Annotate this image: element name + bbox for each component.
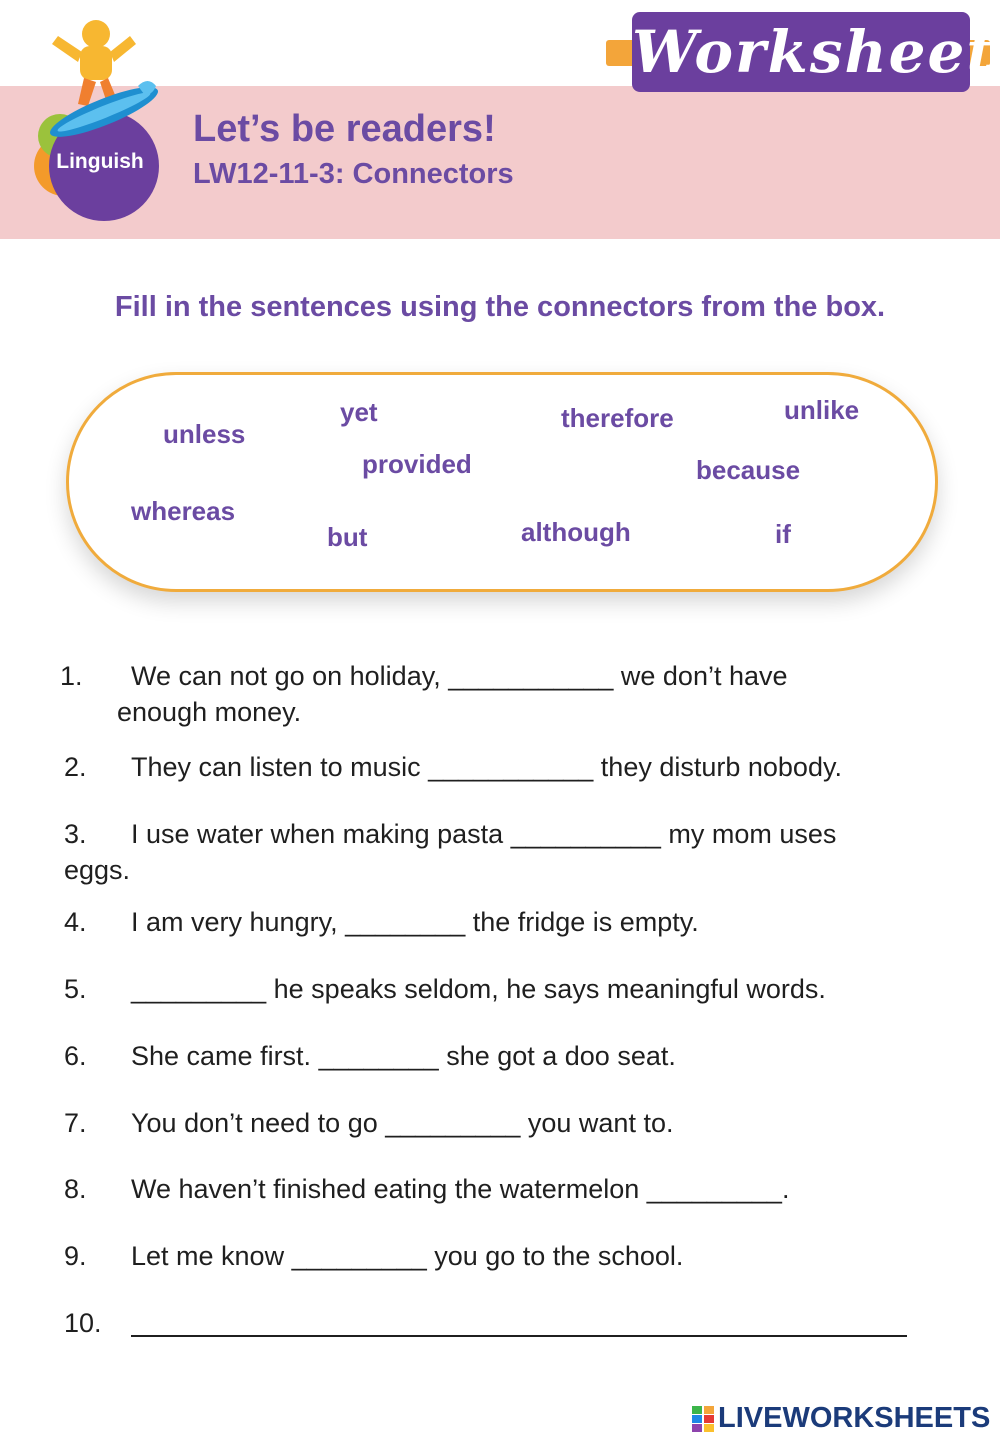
question-number: 3. [64, 819, 87, 849]
word-unlike[interactable]: unlike [784, 395, 860, 425]
question-text[interactable]: We haven’t finished eating the watermelon _________. [131, 1174, 790, 1204]
word-unless[interactable]: unless [163, 419, 246, 449]
word-if[interactable]: if [775, 519, 791, 549]
liveworksheets-brand[interactable]: LIVEWORKSHEETS [718, 1402, 991, 1434]
page-title: Let’s be readers! [193, 108, 496, 150]
question-number: 2. [64, 752, 87, 782]
question-text[interactable]: Let me know _________ you go to the school. [131, 1241, 684, 1271]
logo-text: Linguish [56, 150, 144, 173]
question-number: 7. [64, 1108, 87, 1138]
question-number: 6. [64, 1041, 87, 1071]
question-text[interactable]: I use water when making pasta __________ my mom uses [131, 819, 837, 849]
liveworksheets-icon [692, 1406, 714, 1432]
question-text[interactable]: I am very hungry, ________ the fridge is empty. [131, 907, 699, 937]
question-number: 8. [64, 1174, 87, 1204]
word-whereas[interactable]: whereas [131, 496, 236, 526]
question-number: 9. [64, 1241, 87, 1271]
question-text[interactable]: _________ he speaks seldom, he says meaningful words. [131, 974, 826, 1004]
page-subtitle: LW12-11-3: Connectors [193, 158, 514, 190]
word-but[interactable]: but [327, 522, 368, 552]
question-3-continuation: eggs. [64, 855, 131, 885]
linguish-logo [22, 16, 172, 228]
word-yet[interactable]: yet [340, 397, 378, 427]
question-number: 4. [64, 907, 87, 937]
word-therefore[interactable]: therefore [561, 403, 674, 433]
question-number: 1. [60, 661, 83, 691]
question-text[interactable]: She came first. ________ she got a doo seat. [131, 1041, 676, 1071]
instruction-text: Fill in the sentences using the connectors from the box. [114, 291, 886, 323]
question-10-answer-line[interactable] [131, 1335, 907, 1337]
word-provided[interactable]: provided [362, 449, 472, 479]
question-number: 10. [64, 1308, 102, 1338]
worksheet-tab: Worksheet [632, 12, 970, 92]
word-because[interactable]: because [696, 455, 801, 485]
question-text[interactable]: We can not go on holiday, ___________ we don’t have [131, 661, 788, 691]
question-number: 5. [64, 974, 87, 1004]
question-1-continuation: enough money. [117, 697, 302, 727]
word-although[interactable]: although [521, 517, 631, 547]
question-text[interactable]: You don’t need to go _________ you want to. [131, 1108, 674, 1138]
question-text[interactable]: They can listen to music ___________ they disturb nobody. [131, 752, 842, 782]
